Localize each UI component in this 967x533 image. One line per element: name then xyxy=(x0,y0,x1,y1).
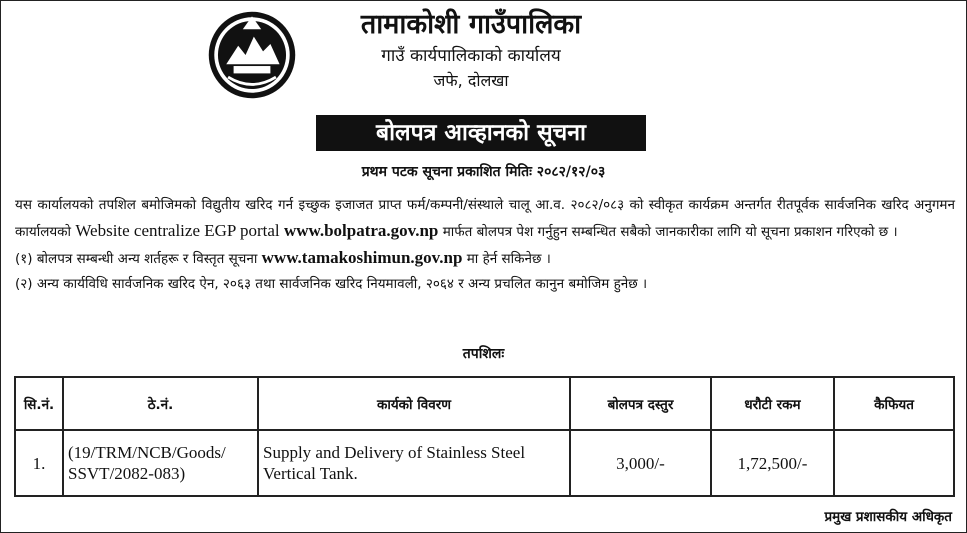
paragraph-text-end: मार्फत बोलपत्र पेश गर्नुहुन सम्बन्धित सबैको जानकारीका लागि यो सूचना प्रकाशन गरिएको छ । xyxy=(442,224,898,240)
paragraph-text: यस कार्यालयको तपशिल बमोजिमको विद्युतीय खरिद गर्न इच्छुक इजाजत प्राप्त फर्म/कम्पनी/संस्थाले चालू आ.व. २०८२/०८३ को स्वीकृत कार्यक्रम अन्तर्गत रीतपूर्वक सार्वजनिक खरिद अनुगमन कार्यालयको xyxy=(15,197,955,240)
portal-text: Website centralize EGP portal xyxy=(75,221,280,240)
col-header-security: धरौटी रकम xyxy=(711,377,834,430)
cell-remarks xyxy=(834,430,954,496)
bolpatra-link[interactable]: www.bolpatra.gov.np xyxy=(283,221,439,240)
cell-contract-no: (19/TRM/NCB/Goods/ SSVT/2082-083) xyxy=(63,430,258,496)
condition-1-text: (१) बोलपत्र सम्बन्धी अन्य शर्तहरू र विस्तृत सूचना xyxy=(15,251,258,267)
col-header-bid-fee: बोलपत्र दस्तुर xyxy=(570,377,711,430)
cell-bid-fee: 3,000/- xyxy=(570,430,711,496)
col-header-sn: सि.नं. xyxy=(15,377,63,430)
signatory-title: प्रमुख प्रशासकीय अधिकृत xyxy=(824,509,952,525)
municipality-link[interactable]: www.tamakoshimun.gov.np xyxy=(261,248,463,267)
condition-item-1 xyxy=(15,245,955,272)
notice-title: बोलपत्र आव्हानको सूचना xyxy=(316,115,646,151)
office-name: तामाकोशी गाउँपालिका xyxy=(360,9,582,40)
notice-paragraph xyxy=(15,193,955,245)
table-row xyxy=(15,430,954,496)
published-date: प्रथम पटक सूचना प्रकाशित मितिः २०८२/१२/०३ xyxy=(361,164,606,180)
tender-table xyxy=(14,376,955,497)
notice-body xyxy=(15,193,955,297)
col-header-contract-no: ठे.नं. xyxy=(63,377,258,430)
office-header xyxy=(301,7,641,93)
office-location: जफे, दोलखा xyxy=(433,71,509,90)
table-header-row xyxy=(15,377,954,430)
government-emblem-icon xyxy=(206,9,298,101)
cell-security: 1,72,500/- xyxy=(711,430,834,496)
cell-sn: 1. xyxy=(15,430,63,496)
cell-description: Supply and Delivery of Stainless Steel Vertical Tank. xyxy=(258,430,570,496)
condition-1-end: मा हेर्न सकिनेछ । xyxy=(466,251,551,267)
schedule-title: तपशिलः xyxy=(462,346,505,362)
office-subtitle: गाउँ कार्यपालिकाको कार्यालय xyxy=(381,46,561,66)
col-header-remarks: कैफियत xyxy=(834,377,954,430)
condition-item-2: (२) अन्य कार्यविधि सार्वजनिक खरिद ऐन, २०६३ तथा सार्वजनिक खरिद नियमावली, २०६४ र अन्य प्रचलित कानुन बमोजिम हुनेछ । xyxy=(15,276,648,292)
col-header-description: कार्यको विवरण xyxy=(258,377,570,430)
